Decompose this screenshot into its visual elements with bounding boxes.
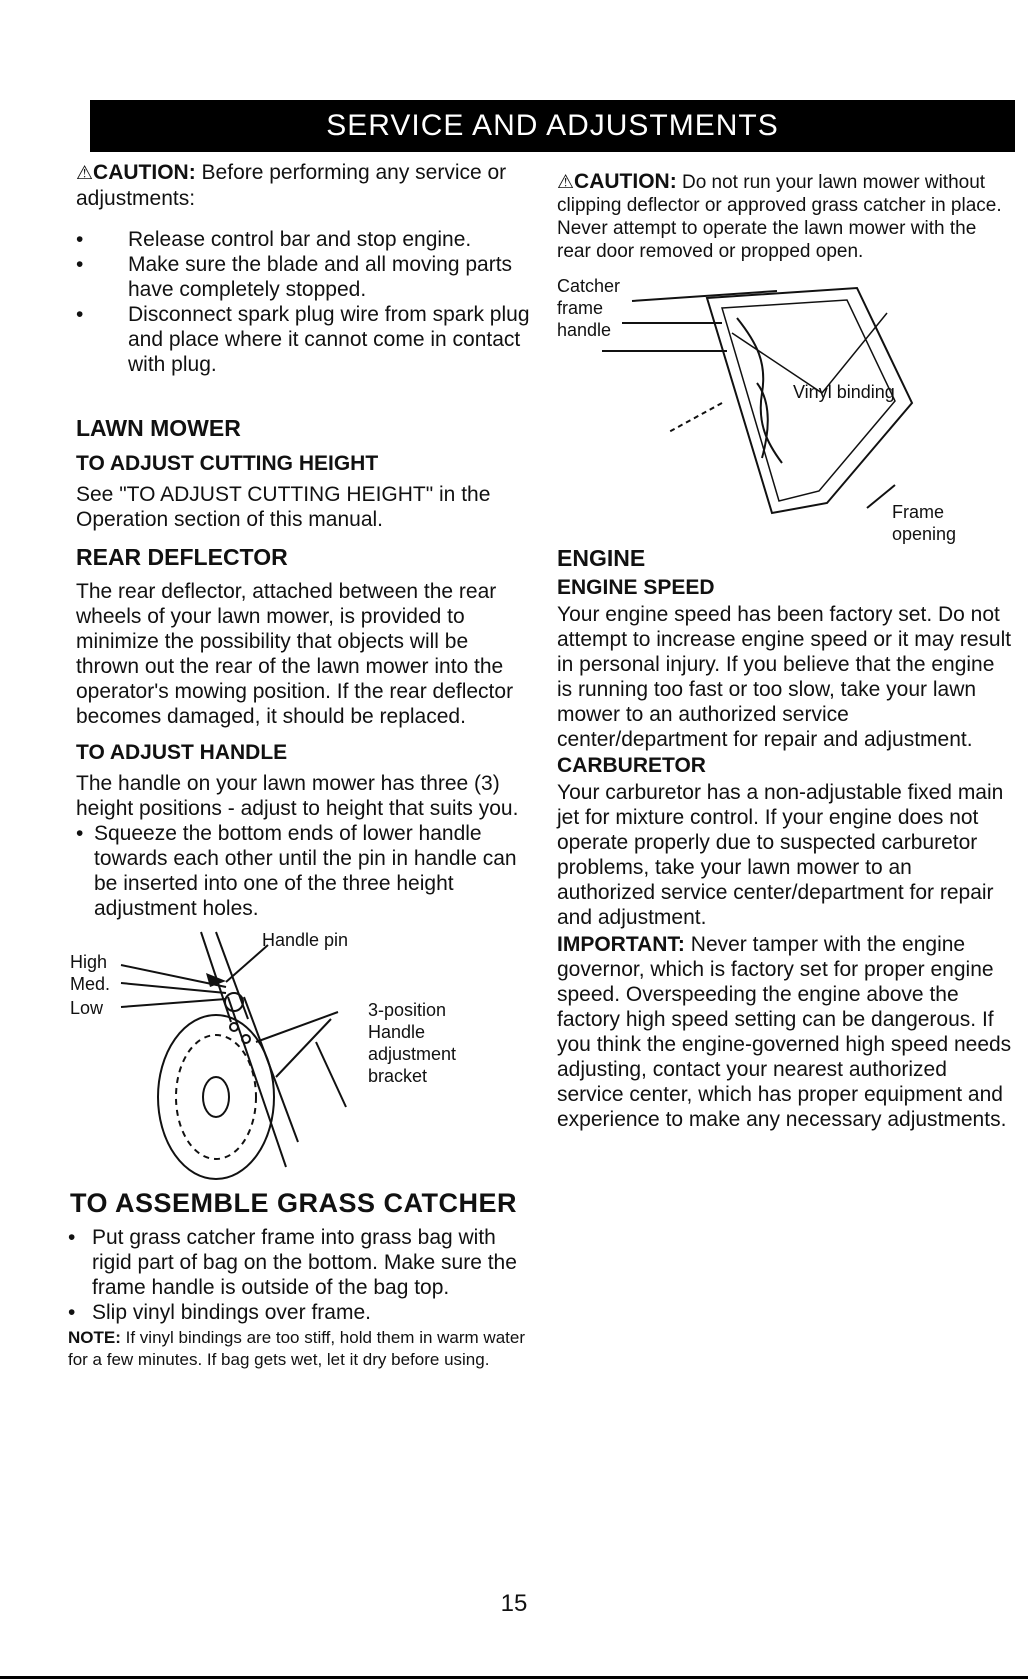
handle-illustration bbox=[76, 927, 531, 1182]
low-label: Low bbox=[70, 998, 104, 1018]
list-item: • Disconnect spark plug wire from spark plug and place where it cannot come in contact with plug. bbox=[76, 303, 530, 376]
hand-outline bbox=[737, 318, 782, 463]
adjust-handle-heading: TO ADJUST HANDLE bbox=[76, 741, 288, 764]
vinyl-binding-label: Vinyl binding bbox=[793, 382, 895, 402]
grass-catcher-figure bbox=[557, 273, 1012, 543]
carburetor-heading: CARBURETOR bbox=[557, 754, 706, 777]
handle-adjustment-figure bbox=[70, 927, 531, 1182]
frame-opening-label: Frame opening bbox=[892, 502, 957, 544]
high-label: High bbox=[70, 952, 108, 972]
caution-text: Do not run your lawn mower without clipping deflector or approved grass catcher in place. Never attempt to operate the lawn mower with the rear door removed or propped open. bbox=[557, 172, 1002, 262]
caution-list bbox=[76, 227, 531, 377]
bottom-rule bbox=[0, 1676, 1028, 1679]
carburetor-text: Your carburetor has a non-adjustable fixed main jet for mixture control. If your engine does not operate properly due to suspected carburetor problems, take your lawn mower to an authorized service center/department for repair and adjustment. bbox=[557, 781, 1004, 929]
wheel-hub-outline bbox=[176, 1035, 256, 1159]
rear-deflector-text: The rear deflector, attached between the rear wheels of your lawn mower, is provided to minimize the possibility that objects will be thrown out the rear of the lawn mower into the operator's mowing position. If the rear deflector becomes damaged, it should be replaced. bbox=[76, 580, 514, 728]
cutting-height-text: See "TO ADJUST CUTTING HEIGHT" in the Operation section of this manual. bbox=[76, 483, 491, 531]
right-column bbox=[557, 170, 1012, 1132]
bracket-pointer-a bbox=[256, 1012, 338, 1042]
note-text: If vinyl bindings are too stiff, hold them in warm water for a few minutes. If bag gets wet, let it dry before using. bbox=[68, 1328, 525, 1369]
note-label: NOTE: bbox=[68, 1328, 121, 1347]
rear-deflector-heading: REAR DEFLECTOR bbox=[76, 544, 288, 570]
cutting-height-heading: TO ADJUST CUTTING HEIGHT bbox=[76, 452, 379, 475]
note bbox=[68, 1327, 531, 1371]
left-column bbox=[68, 160, 531, 1371]
grass-catcher-list bbox=[68, 1225, 531, 1325]
list-item: • Put grass catcher frame into grass bag with rigid part of bag on the bottom. Make sure the frame handle is outside of the bag top. bbox=[68, 1226, 517, 1299]
med-label: Med. bbox=[70, 974, 111, 994]
low-pointer bbox=[121, 999, 226, 1007]
bracket-pointer-b bbox=[276, 1019, 331, 1077]
engine-speed-heading: ENGINE SPEED bbox=[557, 576, 715, 599]
bracket-label: 3-position Handle adjustment bracket bbox=[368, 1000, 457, 1086]
list-item: • Slip vinyl bindings over frame. bbox=[68, 1301, 371, 1324]
page-title: SERVICE AND ADJUSTMENTS bbox=[326, 109, 779, 142]
list-item: • Squeeze the bottom ends of lower handle towards each other until the pin in handle can be inserted into one of the three height adjustment holes. bbox=[76, 822, 517, 920]
caution-block-left bbox=[76, 160, 531, 377]
page-number: 15 bbox=[500, 1590, 528, 1617]
lawn-mower-heading: LAWN MOWER bbox=[76, 415, 241, 441]
adjust-handle-text: The handle on your lawn mower has three (3) height positions - adjust to height that suits you. bbox=[76, 772, 519, 820]
adjust-handle-list bbox=[76, 821, 531, 921]
important-label: IMPORTANT: bbox=[557, 933, 685, 956]
warning-triangle-icon: ⚠ bbox=[76, 163, 94, 184]
engine-speed-text: Your engine speed has been factory set. Do not attempt to increase engine speed or it may result in personal injury. If you believe that the engine is running too fast or too slow, take your lawn mower to an authorized service center/department for repair and adjustment. bbox=[557, 603, 1012, 751]
caution-label: CAUTION: bbox=[93, 161, 196, 184]
list-item: • Make sure the blade and all moving parts have completely stopped. bbox=[76, 253, 513, 301]
important-block bbox=[557, 932, 1012, 1132]
catcher-handle-pointer-a bbox=[632, 291, 777, 301]
frame-opening-pointer bbox=[867, 485, 895, 508]
catcher-frame-handle-label: Catcher frame handle bbox=[557, 276, 621, 340]
list-item: • Release control bar and stop engine. bbox=[76, 228, 472, 251]
caution-label: CAUTION: bbox=[574, 170, 677, 193]
section-banner bbox=[90, 100, 1015, 152]
grass-catcher-heading: TO ASSEMBLE GRASS CATCHER bbox=[70, 1188, 518, 1218]
warning-triangle-icon: ⚠ bbox=[557, 172, 575, 193]
engine-heading: ENGINE bbox=[557, 545, 646, 571]
caution-text: Before performing any service or adjustments: bbox=[76, 161, 507, 210]
important-text: Never tamper with the engine governor, which is factory set for proper engine speed. Overspeeding the engine above the factory high speed setting can be dangerous. If you think the engine-governed high speed needs adjusting, contact your nearest authorized service center, which has proper equipment and experience to make any necessary adjustments. bbox=[557, 933, 1012, 1131]
wheel-center bbox=[203, 1077, 229, 1117]
handle-pin-label: Handle pin bbox=[262, 930, 349, 950]
caution-block-right bbox=[557, 170, 1012, 263]
